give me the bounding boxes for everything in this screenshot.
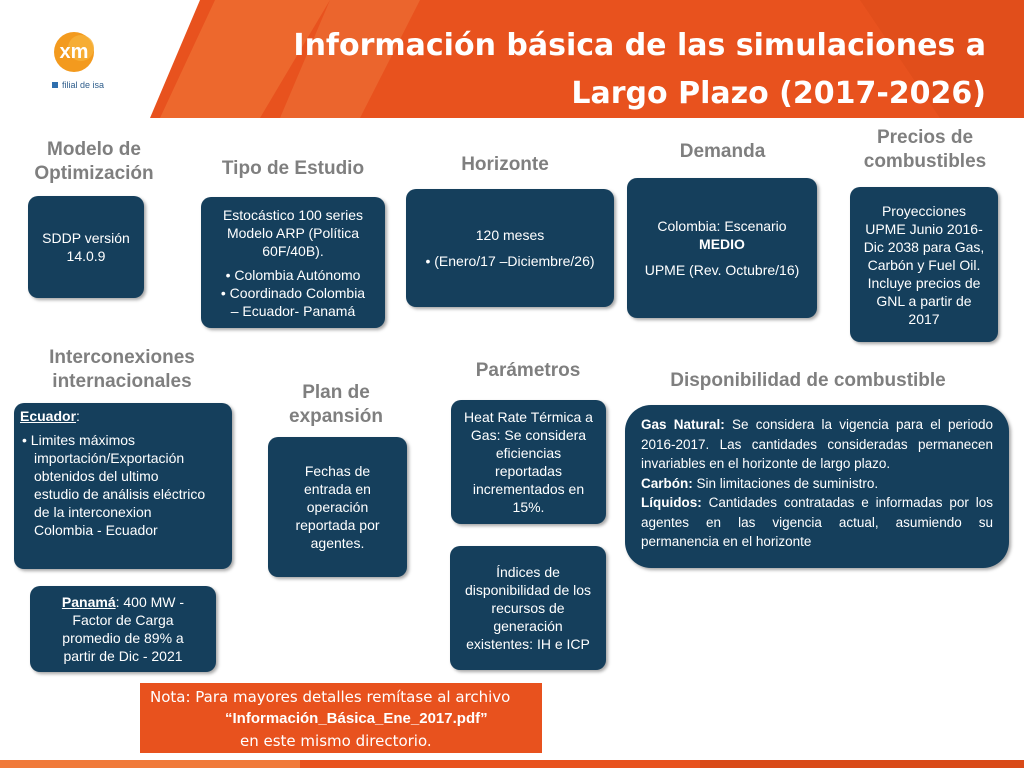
disponibilidad-heading: Disponibilidad de combustible bbox=[670, 370, 946, 391]
precios-heading: Precios de combustibles bbox=[863, 127, 987, 172]
plan-box: Fechas de entrada en operación reportada por agentes. bbox=[268, 437, 407, 577]
plan-heading: Plan de expansión bbox=[289, 382, 383, 427]
precios-box: Proyecciones UPME Junio 2016- Dic 2038 para Gas, Carbón y Fuel Oil. Incluye precios de GNL a partir de 2017 bbox=[850, 187, 998, 342]
panama-box: Panamá: 400 MW - Factor de Carga promedio de 89% a partir de Dic - 2021 bbox=[30, 586, 216, 672]
modelo-heading: Modelo de Optimización bbox=[34, 139, 154, 184]
note-box bbox=[140, 683, 542, 753]
tipo-box: Estocástico 100 series Modelo ARP (Política 60F/40B). • Colombia Autónomo • Coordinado Colombia – Ecuador- Panamá bbox=[201, 197, 385, 328]
indices-box: Índices de disponibilidad de los recursos de generación existentes: IH e ICP bbox=[450, 546, 606, 670]
bottom-strip bbox=[0, 760, 1024, 768]
interconexiones-heading: Interconexiones internacionales bbox=[49, 347, 195, 392]
note-filename: “Información_Básica_Ene_2017.pdf” bbox=[225, 710, 488, 727]
svg-text:xm: xm bbox=[59, 41, 89, 63]
horizonte-box: 120 meses • (Enero/17 –Diciembre/26) bbox=[406, 189, 614, 307]
note-line-1: Nota: Para mayores detalles remítase al archivo bbox=[150, 688, 511, 706]
demanda-box: Colombia: Escenario MEDIO UPME (Rev. Octubre/16) bbox=[627, 178, 817, 318]
disponibilidad-box: Gas Natural: Se considera la vigencia para el periodo 2016-2017. Las cantidades consideradas permanecen invariables en el horizonte de largo plazo. Carbón: Sin limitaciones de suministro. Líquidos: Cantidades contratadas e informadas por los agentes en las vigencia actual, asumiendo su permanencia en el horizonte bbox=[625, 405, 1009, 568]
ecuador-box: Ecuador: • Limites máximos importación/Exportación obtenidos del ultimo estudio de análisis eléctrico de la interconexion Colombia - Ecuador bbox=[14, 403, 232, 569]
modelo-box: SDDP versión 14.0.9 bbox=[28, 196, 144, 298]
xm-logo bbox=[46, 30, 126, 100]
heat-rate-box: Heat Rate Térmica a Gas: Se considera eficiencias reportadas incrementados en 15%. bbox=[451, 400, 606, 524]
demanda-heading: Demanda bbox=[679, 141, 766, 162]
header-banner bbox=[0, 0, 1024, 118]
page-title: Información básica de las simulaciones a Largo Plazo (2017-2026) bbox=[293, 28, 986, 111]
logo-subtitle: filial de isa bbox=[52, 80, 104, 90]
xm-logo-icon bbox=[46, 30, 102, 74]
note-line-3: en este mismo directorio. bbox=[240, 732, 432, 750]
horizonte-heading: Horizonte bbox=[461, 154, 549, 175]
parametros-heading: Parámetros bbox=[475, 360, 581, 381]
tipo-heading: Tipo de Estudio bbox=[221, 158, 365, 179]
